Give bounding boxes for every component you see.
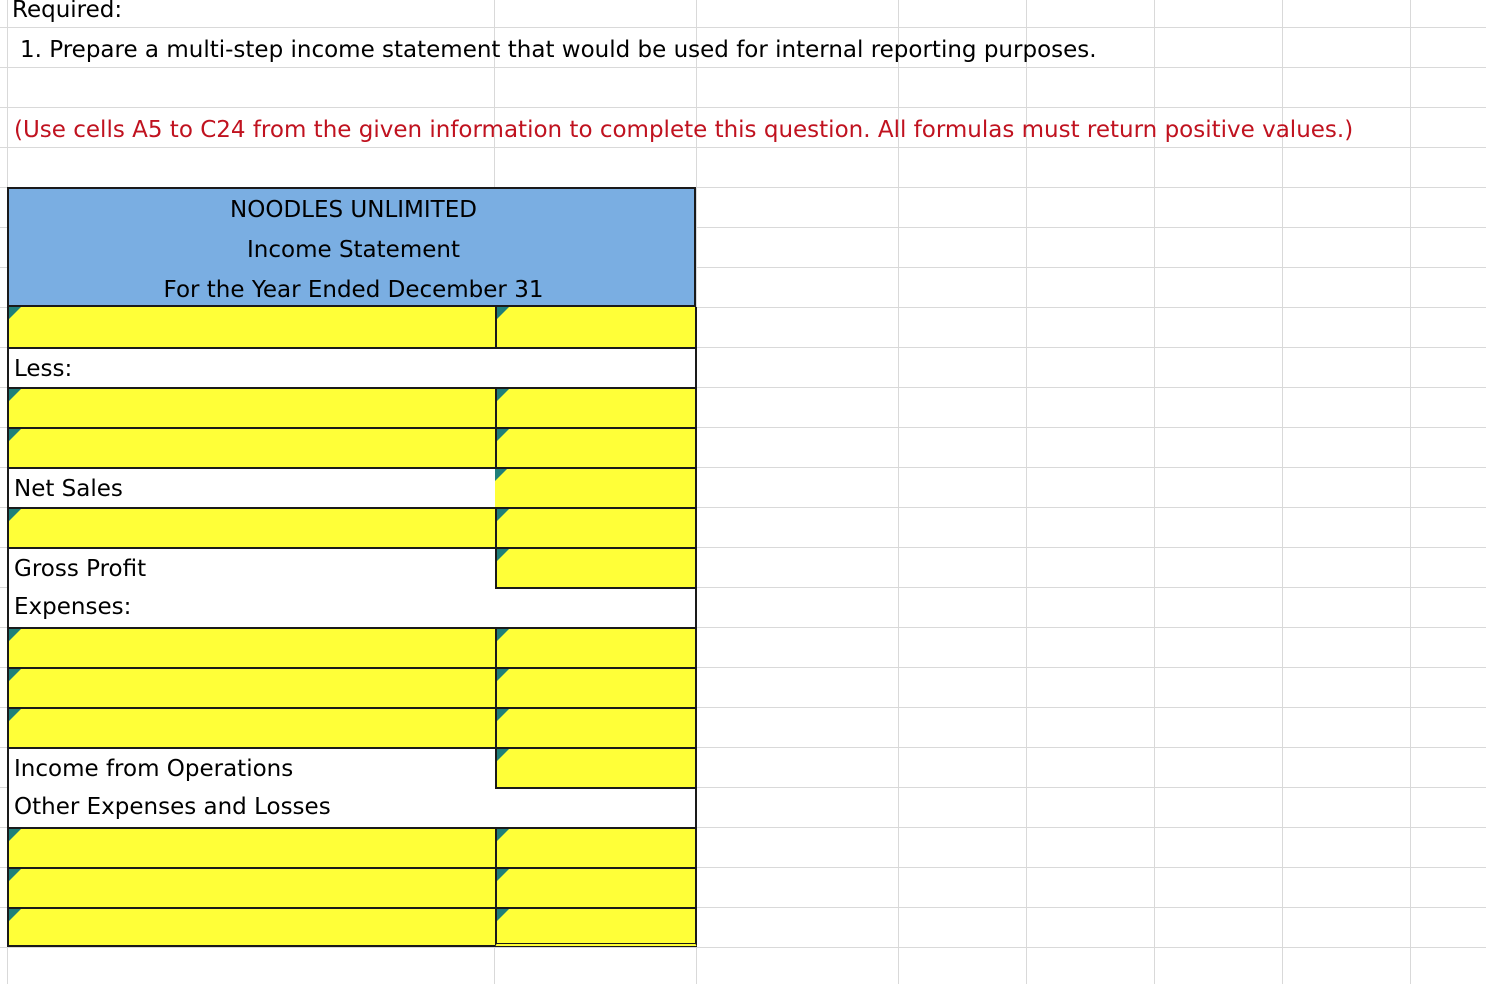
comment-marker-icon	[497, 389, 509, 401]
required-label: Required:	[12, 0, 123, 23]
input-cell-c[interactable]	[495, 747, 697, 787]
input-cell-a[interactable]	[7, 667, 495, 707]
input-cell-a[interactable]	[7, 627, 495, 667]
comment-marker-icon	[497, 829, 509, 841]
comment-marker-icon	[497, 307, 509, 319]
label-cell[interactable]	[7, 467, 495, 507]
input-cell-c[interactable]	[495, 427, 697, 467]
comment-marker-icon	[497, 429, 509, 441]
comment-marker-icon	[9, 307, 21, 319]
input-cell-a[interactable]	[7, 827, 495, 867]
income-from-operations-label: Income from Operations	[14, 756, 294, 782]
input-cell-c[interactable]	[495, 827, 697, 867]
input-cell-a[interactable]	[7, 507, 495, 547]
other-expenses-label: Other Expenses and Losses	[14, 794, 331, 820]
input-cell-a[interactable]	[7, 427, 495, 467]
net-sales-label: Net Sales	[14, 476, 123, 502]
comment-marker-icon	[9, 829, 21, 841]
statement-header[interactable]	[7, 187, 696, 307]
input-cell-c[interactable]	[495, 547, 697, 587]
company-name: NOODLES UNLIMITED	[230, 197, 477, 223]
label-cell[interactable]	[7, 587, 495, 627]
comment-marker-icon	[9, 389, 21, 401]
note-text[interactable]: (Use cells A5 to C24 from the given information to complete this question. All formulas must return positive values.)	[14, 117, 1354, 143]
less-label: Less:	[14, 356, 73, 382]
comment-marker-icon	[497, 509, 509, 521]
comment-marker-icon	[495, 469, 507, 481]
input-cell-a[interactable]	[7, 867, 495, 907]
comment-marker-icon	[497, 549, 509, 561]
statement-title: Income Statement	[247, 237, 460, 263]
input-cell-c[interactable]	[495, 467, 697, 507]
instruction-text[interactable]: 1. Prepare a multi-step income statement that would be used for internal reporting purposes.	[20, 37, 1097, 63]
input-cell-a[interactable]	[7, 707, 495, 747]
input-cell-c[interactable]	[495, 387, 697, 427]
input-cell-c[interactable]	[495, 627, 697, 667]
label-cell[interactable]	[7, 547, 495, 587]
comment-marker-icon	[9, 429, 21, 441]
input-cell-a[interactable]	[7, 387, 495, 427]
value-cell[interactable]	[495, 347, 697, 387]
value-cell[interactable]	[495, 587, 697, 627]
input-cell-c[interactable]	[495, 867, 697, 907]
comment-marker-icon	[9, 709, 21, 721]
input-cell-c[interactable]	[495, 667, 697, 707]
comment-marker-icon	[497, 749, 509, 761]
input-cell-c[interactable]	[495, 507, 697, 547]
gross-profit-label: Gross Profit	[14, 556, 147, 582]
label-cell[interactable]	[7, 787, 495, 827]
comment-marker-icon	[497, 629, 509, 641]
comment-marker-icon	[9, 629, 21, 641]
input-cell-c[interactable]	[495, 907, 697, 947]
comment-marker-icon	[497, 909, 509, 921]
comment-marker-icon	[9, 669, 21, 681]
comment-marker-icon	[497, 869, 509, 881]
comment-marker-icon	[497, 669, 509, 681]
input-cell-c[interactable]	[495, 307, 697, 347]
label-cell[interactable]	[7, 347, 495, 387]
input-cell-a[interactable]	[7, 307, 495, 347]
expenses-label: Expenses:	[14, 594, 132, 620]
input-cell-a[interactable]	[7, 907, 495, 947]
comment-marker-icon	[497, 709, 509, 721]
comment-marker-icon	[9, 509, 21, 521]
input-cell-c[interactable]	[495, 707, 697, 747]
statement-period: For the Year Ended December 31	[163, 277, 544, 303]
value-cell[interactable]	[495, 787, 697, 827]
comment-marker-icon	[9, 869, 21, 881]
comment-marker-icon	[9, 909, 21, 921]
label-cell[interactable]	[7, 747, 495, 787]
